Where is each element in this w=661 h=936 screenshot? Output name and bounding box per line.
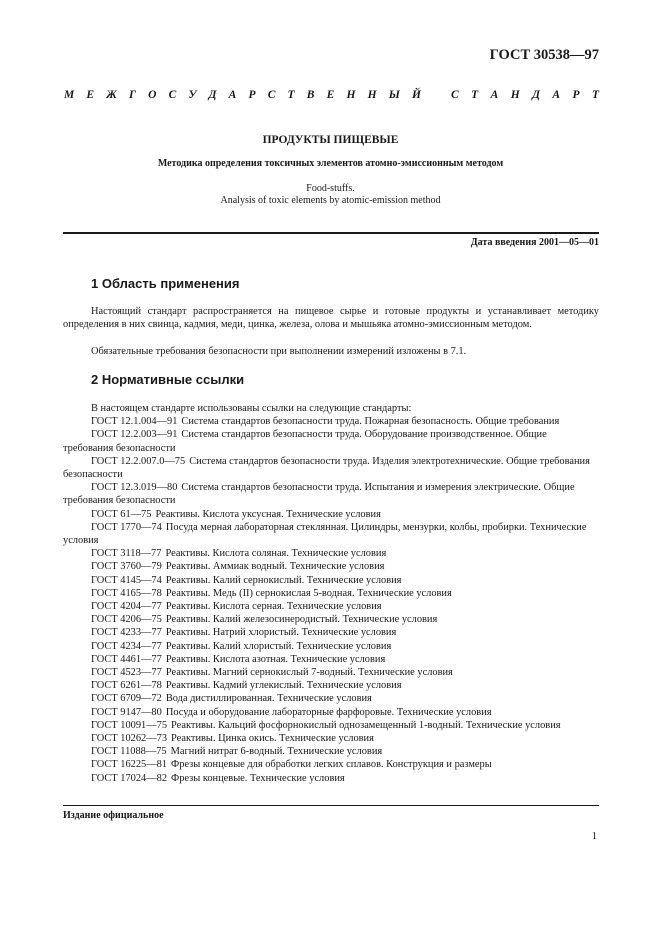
reference-item [63,653,599,666]
banner-letter: Р [248,89,256,101]
banner-letter: У [188,89,197,101]
section2-heading: 2 Нормативные ссылки [91,372,245,387]
banner-letter: А [490,89,499,101]
reference-item [63,415,599,428]
banner-letter: М [64,89,75,101]
reference-item [63,692,599,705]
banner-letter: В [306,89,315,101]
banner-letter: Д [208,89,217,101]
banner-letter: Д [532,89,540,101]
reference-item [63,600,599,613]
reference-item [63,560,599,573]
reference-title: Реактивы. Кислота азотная. Технические условия [165,653,386,665]
reference-title: Реактивы. Аммиак водный. Технические условия [165,561,385,573]
doc-number: ГОСТ 30538—97 [489,47,599,63]
banner-letter: Г [128,89,136,101]
reference-item [63,772,599,785]
reference-title: Посуда и оборудование лабораторные фарфоровые. Технические условия [165,706,492,718]
reference-title: Система стандартов безопасности труда. Испытания и измерения электрические. Общие требования безопасности [63,482,575,507]
english-title-line1: Food-stuffs. [306,183,355,194]
reference-code: ГОСТ 4204—77 [91,601,162,613]
reference-item [63,732,599,745]
banner-letter: Р [572,89,580,101]
reference-item [63,521,599,547]
reference-title: Реактивы. Кадмий углекислый. Технические условия [165,680,402,692]
banner-letter: Т [287,89,295,101]
banner-letter: С [451,89,459,101]
reference-title: Реактивы. Кислота серная. Технические условия [165,601,382,613]
reference-code: ГОСТ 10262—73 [91,733,168,745]
reference-code: ГОСТ 61—75 [91,508,152,520]
edition-note: Издание официальное [63,810,164,821]
banner-letter: Ы [388,89,400,101]
reference-item [63,758,599,771]
reference-title: Реактивы. Калий сернокислый. Технические условия [165,574,402,586]
reference-title: Система стандартов безопасности труда. Пожарная безопасность. Общие требования [181,416,560,428]
reference-code: ГОСТ 3760—79 [91,561,162,573]
reference-code: ГОСТ 4206—75 [91,614,162,626]
reference-title: Магний нитрат 6-водный. Технические условия [170,746,383,758]
reference-item [63,679,599,692]
reference-code: ГОСТ 12.2.003—91 [91,429,178,441]
banner-word-standard [451,89,599,101]
banner-letter: Й [412,89,421,101]
reference-code: ГОСТ 11088—75 [91,746,167,758]
reference-title: Реактивы. Натрий хлористый. Технические условия [165,627,397,639]
reference-title: Реактивы. Кислота уксусная. Технические условия [155,508,381,520]
banner-letter: О [148,89,157,101]
reference-item [63,640,599,653]
standard-banner [64,89,599,101]
reference-code: ГОСТ 16225—81 [91,759,168,771]
reference-code: ГОСТ 12.1.004—91 [91,416,178,428]
references-intro: В настоящем стандарте использованы ссылки на следующие стандарты: [91,403,412,414]
reference-item [63,428,599,454]
reference-code: ГОСТ 6261—78 [91,680,162,692]
document-title: ПРОДУКТЫ ПИЩЕВЫЕ [262,134,399,146]
reference-title: Реактивы. Магний сернокислый 7-водный. Технические условия [165,667,453,679]
reference-code: ГОСТ 4234—77 [91,640,162,652]
banner-letter: Т [471,89,479,101]
reference-title: Реактивы. Калий железосинеродистый. Технические условия [165,614,438,626]
banner-letter: Н [510,89,520,101]
banner-letter: С [168,89,177,101]
banner-letter: Е [86,89,95,101]
reference-title: Реактивы. Калий хлористый. Технические условия [165,640,392,652]
reference-code: ГОСТ 12.3.019—80 [91,482,178,494]
reference-title: Реактивы. Медь (II) сернокислая 5-водная. Технические условия [165,587,452,599]
banner-letter: Т [591,89,599,101]
intro-date: Дата введения 2001—05—01 [470,237,599,248]
references-list [63,402,599,785]
reference-title: Фрезы концевые для обработки легких сплавов. Конструкция и размеры [171,759,492,771]
banner-word-interstate [64,89,421,101]
reference-title: Система стандартов безопасности труда. Изделия электротехнические. Общие требования безопасности [63,455,590,481]
reference-code: ГОСТ 1770—74 [91,521,162,533]
top-divider [63,232,599,234]
banner-letter: Н [367,89,377,101]
reference-item [63,626,599,639]
bottom-divider [63,805,599,806]
reference-item [63,706,599,719]
reference-item [63,666,599,679]
reference-item [63,574,599,587]
reference-item [63,613,599,626]
document-subtitle: Методика определения токсичных элементов атомно-эмиссионным методом [157,158,504,169]
banner-letter: А [552,89,561,101]
reference-code: ГОСТ 9147—80 [91,706,162,718]
reference-item [63,508,599,521]
reference-title: Посуда мерная лабораторная стеклянная. Цилиндры, мензурки, колбы, пробирки. Технические условия [63,521,587,547]
banner-letter: А [228,89,237,101]
reference-code: ГОСТ 10091—75 [91,719,168,731]
reference-title: Реактивы. Кальций фосфорнокислый однозамещенный 1-водный. Технические условия [171,719,561,731]
reference-code: ГОСТ 4461—77 [91,653,162,665]
reference-title: Реактивы. Цинка окись. Технические условия [171,733,374,745]
page-number: 1 [591,831,597,842]
section1-heading: 1 Область применения [91,276,240,291]
reference-item [63,745,599,758]
banner-letter: Н [346,89,356,101]
reference-item [63,481,599,507]
section1-paragraph: Настоящий стандарт распространяется на пищевое сырье и готовые продукты и устанавливает методику определения в них свинца, кадмия, меди, цинка, железа, олова и мышьяка атомно-эмиссионным методом. [63,306,599,331]
banner-letter: С [267,89,276,101]
reference-code: ГОСТ 3118—77 [91,548,162,560]
reference-item [63,547,599,560]
reference-item [63,455,599,481]
reference-title: Реактивы. Кислота соляная. Технические условия [165,548,387,560]
reference-code: ГОСТ 4145—74 [91,574,162,586]
reference-title: Система стандартов безопасности труда. Оборудование производственное. Общие требования безопасности [63,429,547,454]
reference-title: Фрезы концевые. Технические условия [171,772,345,784]
reference-item [63,719,599,732]
reference-code: ГОСТ 4165—78 [91,587,162,599]
reference-code: ГОСТ 17024—82 [91,772,168,784]
banner-letter: Ж [106,89,117,101]
reference-code: ГОСТ 12.2.007.0—75 [91,455,186,467]
reference-title: Вода дистиллированная. Технические условия [165,693,372,705]
reference-code: ГОСТ 4523—77 [91,667,162,679]
reference-item [63,587,599,600]
reference-code: ГОСТ 4233—77 [91,627,162,639]
banner-letter: Е [326,89,335,101]
section1-safety-paragraph: Обязательные требования безопасности при выполнении измерений изложены в 7.1. [91,346,467,357]
reference-code: ГОСТ 6709—72 [91,693,162,705]
english-title-line2: Analysis of toxic elements by atomic-emission method [220,195,441,206]
